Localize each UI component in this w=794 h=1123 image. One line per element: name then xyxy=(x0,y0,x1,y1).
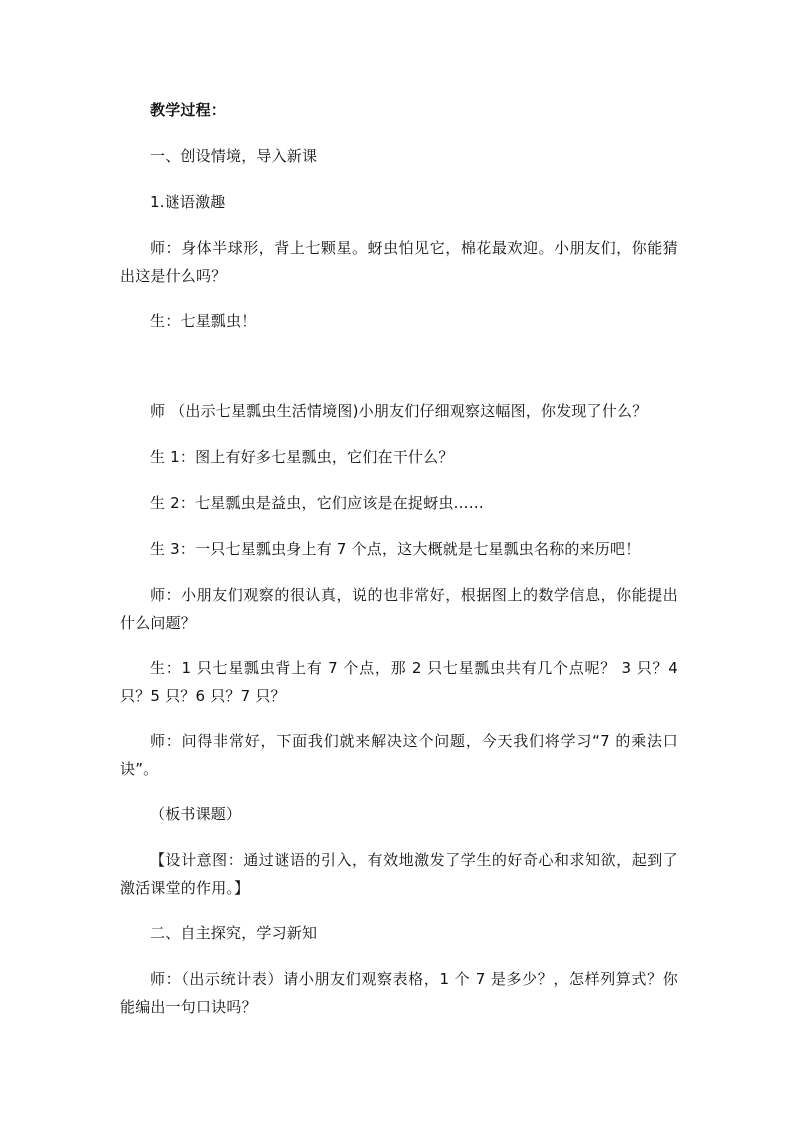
section-heading-teaching-process: 教学过程： xyxy=(150,101,227,119)
paragraph-student-2: 生 2：七星瓢虫是益虫，它们应该是在捉蚜虫…… xyxy=(150,494,484,512)
paragraph-board-title: （板书课题） xyxy=(150,805,242,823)
section-heading-exploration: 二、自主探究，学习新知 xyxy=(150,924,318,942)
paragraph-teacher-question: 师：小朋友们观察的很认真，说的也非常好，根据图上的数学信息，你能提出什么问题？ xyxy=(120,586,678,632)
paragraph-student-3: 生 3：一只七星瓢虫身上有 7 个点，这大概就是七星瓢虫名称的来历吧！ xyxy=(150,540,641,558)
paragraph-teacher-topic: 师：问得非常好，下面我们就来解决这个问题，今天我们将学习“7 的乘法口诀”。 xyxy=(120,732,678,778)
paragraph-teacher-riddle: 师：身体半球形，背上七颗星。蚜虫怕见它，棉花最欢迎。小朋友们，你能猜出这是什么吗？ xyxy=(120,239,678,285)
paragraph-teacher-table: 师：（出示统计表）请小朋友们观察表格，1 个 7 是多少？，怎样列算式？你能编出一句口诀吗？ xyxy=(120,970,678,1016)
paragraph-teacher-observe: 师 （出示七星瓢虫生活情境图)小朋友们仔细观察这幅图，你发现了什么？ xyxy=(150,402,648,420)
subsection-heading-riddle: 1.谜语激趣 xyxy=(150,193,226,211)
document-content xyxy=(120,96,678,1021)
paragraph-student-question: 生：1 只七星瓢虫背上有 7 个点，那 2 只七星瓢虫共有几个点呢？ 3 只？4 只？5 只？6 只？7 只？ xyxy=(120,659,678,705)
paragraph-design-intent: 【设计意图：通过谜语的引入，有效地激发了学生的好奇心和求知欲，起到了激活课堂的作用。】 xyxy=(120,851,678,897)
paragraph-student-answer: 生：七星瓢虫！ xyxy=(150,312,257,330)
section-heading-introduction: 一、创设情境，导入新课 xyxy=(150,147,318,165)
paragraph-student-1: 生 1：图上有好多七星瓢虫，它们在干什么？ xyxy=(150,448,454,466)
